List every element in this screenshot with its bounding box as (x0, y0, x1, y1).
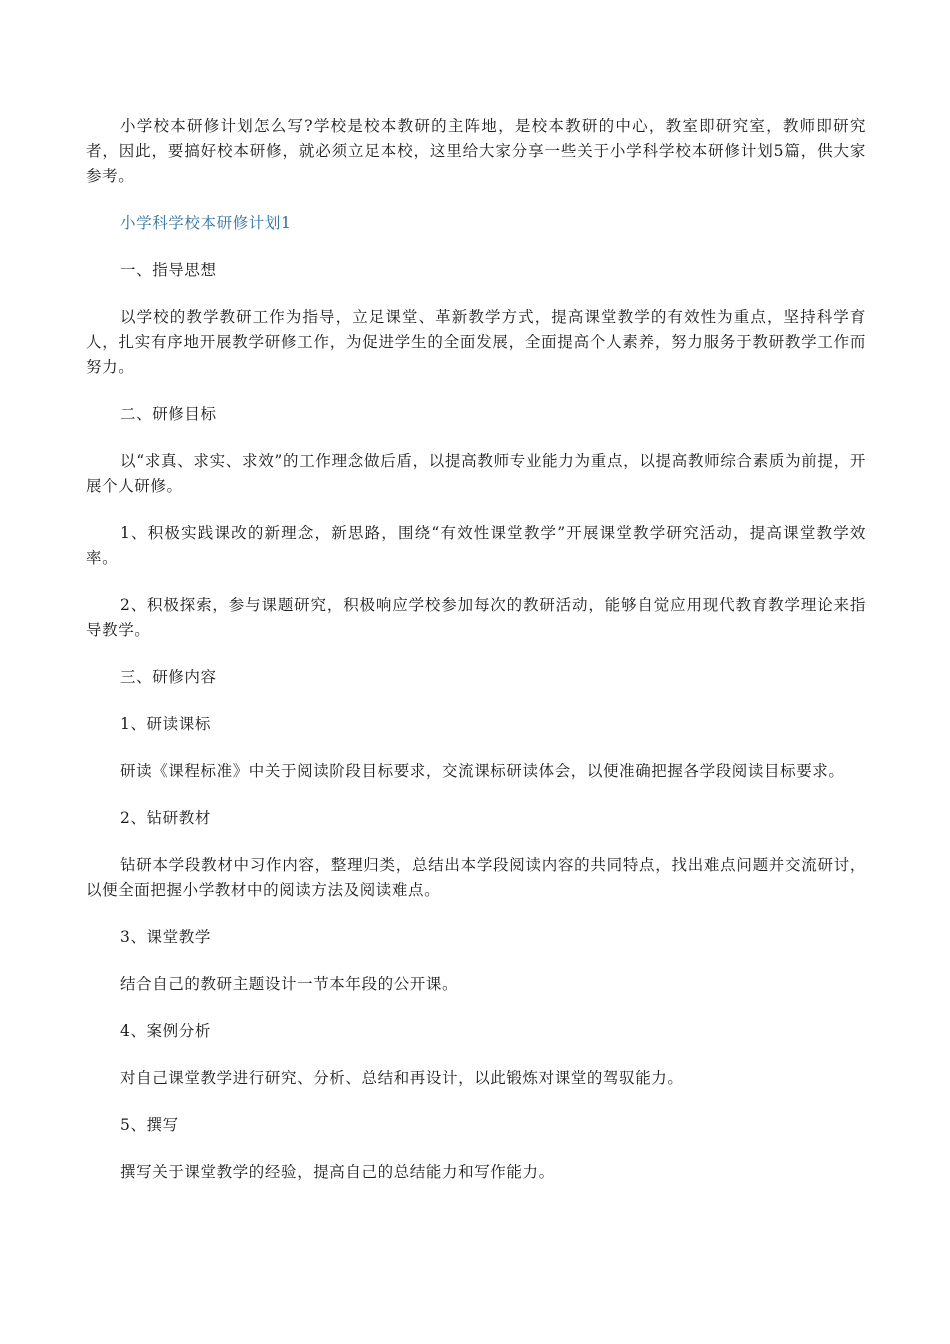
study-goal-item-2: 2、积极探索，参与课题研究，积极响应学校参加每次的教研活动，能够自觉应用现代教育教学理论来指导教学。 (86, 596, 866, 639)
content-item-1-heading: 1、研读课标 (120, 715, 211, 733)
section-heading-guiding-ideology: 一、指导思想 (120, 261, 217, 279)
section-heading-study-content: 三、研修内容 (120, 668, 217, 686)
content-item-3-body: 结合自己的教研主题设计一节本年段的公开课。 (120, 975, 459, 993)
plan-title-link[interactable]: 小学科学校本研修计划1 (120, 214, 292, 232)
study-goal-item-1: 1、积极实践课改的新理念，新思路，围绕“有效性课堂教学”开展课堂教学研究活动，提高课堂教学效率。 (86, 524, 866, 567)
document-body (86, 114, 866, 1207)
content-item-4-body: 对自己课堂教学进行研究、分析、总结和再设计，以此锻炼对课堂的驾驭能力。 (120, 1069, 684, 1087)
content-item-4-heading: 4、案例分析 (120, 1022, 211, 1040)
study-goals-paragraph: 以“求真、求实、求效”的工作理念做后盾，以提高教师专业能力为重点，以提高教师综合素质为前提，开展个人研修。 (86, 452, 866, 495)
content-item-2-heading: 2、钻研教材 (120, 809, 211, 827)
content-item-5-body: 撰写关于课堂教学的经验，提高自己的总结能力和写作能力。 (120, 1163, 555, 1181)
content-item-1-body: 研读《课程标准》中关于阅读阶段目标要求，交流课标研读体会，以便准确把握各学段阅读目标要求。 (120, 762, 845, 780)
content-item-5-heading: 5、撰写 (120, 1116, 179, 1134)
content-item-3-heading: 3、课堂教学 (120, 928, 211, 946)
intro-paragraph: 小学校本研修计划怎么写?学校是校本教研的主阵地，是校本教研的中心，教室即研究室，教师即研究者，因此，要搞好校本研修，就必须立足本校，这里给大家分享一些关于小学科学校本研修计划5篇，供大家参考。 (86, 117, 866, 185)
section-heading-study-goals: 二、研修目标 (120, 405, 217, 423)
guiding-ideology-paragraph: 以学校的教学教研工作为指导，立足课堂、革新教学方式，提高课堂教学的有效性为重点，坚持科学育人，扎实有序地开展教学研修工作，为促进学生的全面发展，全面提高个人素养，努力服务于教研教学工作而努力。 (86, 308, 866, 376)
content-item-2-body: 钻研本学段教材中习作内容，整理归类，总结出本学段阅读内容的共同特点，找出难点问题并交流研讨，以便全面把握小学教材中的阅读方法及阅读难点。 (86, 856, 866, 899)
